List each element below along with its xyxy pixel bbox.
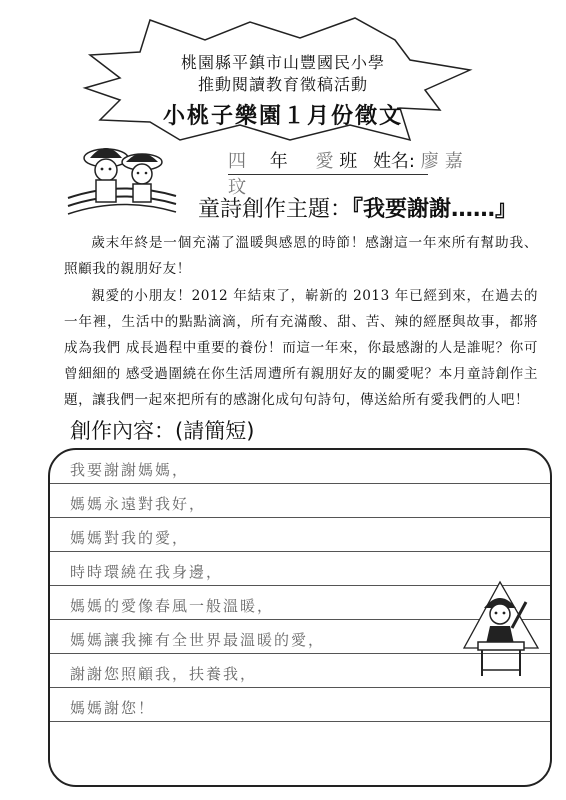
school-name: 桃園縣平鎮市山豐國民小學 (180, 53, 385, 72)
rule-line (50, 551, 550, 552)
grade-label: 年 (269, 151, 288, 172)
intro-paragraph-1: 歲末年終是一個充滿了溫暖與感恩的時節！感謝這一年來所有幫助我、照顧我的親朋好友！ (64, 235, 538, 277)
theme-title (198, 192, 517, 223)
intro-paragraph-2: 親愛的小朋友！2012 年結束了，嶄新的 2013 年已經到來，在過去的一年裡，生活中的點點滴滴，所有充滿酸、甜、苦、辣的經歷與故事，都將成為我們 成長過程中重要的養份！而這一年來，你最感謝的人是誰呢？你可曾細細的 感受過圍繞在你生活周遭所有親朋好友的關愛呢？本月童詩創作主題，讓我們一起來把所有的感謝化成句句詩句，傳送給所有愛我們的人吧！ (64, 288, 538, 408)
writing-heading: 創作內容：(請簡短) (70, 419, 255, 443)
theme-name: 『我要謝謝……』 (352, 197, 518, 222)
poem-line: 媽媽永遠對我好， (70, 495, 207, 513)
theme-prefix: 童詩創作主題： (198, 197, 353, 222)
student-info-line (228, 147, 478, 198)
poem-line: 謝謝您照顧我，扶養我， (70, 665, 258, 683)
poem-line: 時時環繞在我身邊， (70, 563, 224, 581)
child-writing-illustration (462, 580, 540, 680)
student-name: 廖嘉玟 (228, 151, 469, 198)
rule-line (50, 517, 550, 518)
kids-illustration (66, 140, 178, 220)
poem-line: 我要謝謝媽媽， (70, 461, 190, 479)
rule-line (50, 687, 550, 688)
class-value: 愛 (315, 151, 334, 172)
poem-line: 媽媽對我的愛， (70, 529, 190, 547)
underline (228, 174, 428, 175)
writing-box (48, 448, 552, 787)
poem-line: 媽媽謝您！ (70, 699, 156, 717)
rule-line (50, 721, 550, 722)
poem-line: 媽媽的愛像春風一般溫暖， (70, 597, 275, 615)
rule-line (50, 483, 550, 484)
name-label: 姓名: (372, 151, 416, 172)
poem-line: 媽媽讓我擁有全世界最溫暖的愛， (70, 631, 326, 649)
page-title: 小桃子樂園１月份徵文 (162, 104, 403, 129)
class-label: 班 (339, 151, 358, 172)
activity-name: 推動閱讀教育徵稿活動 (197, 75, 368, 94)
grade-value: 四 (228, 151, 246, 172)
